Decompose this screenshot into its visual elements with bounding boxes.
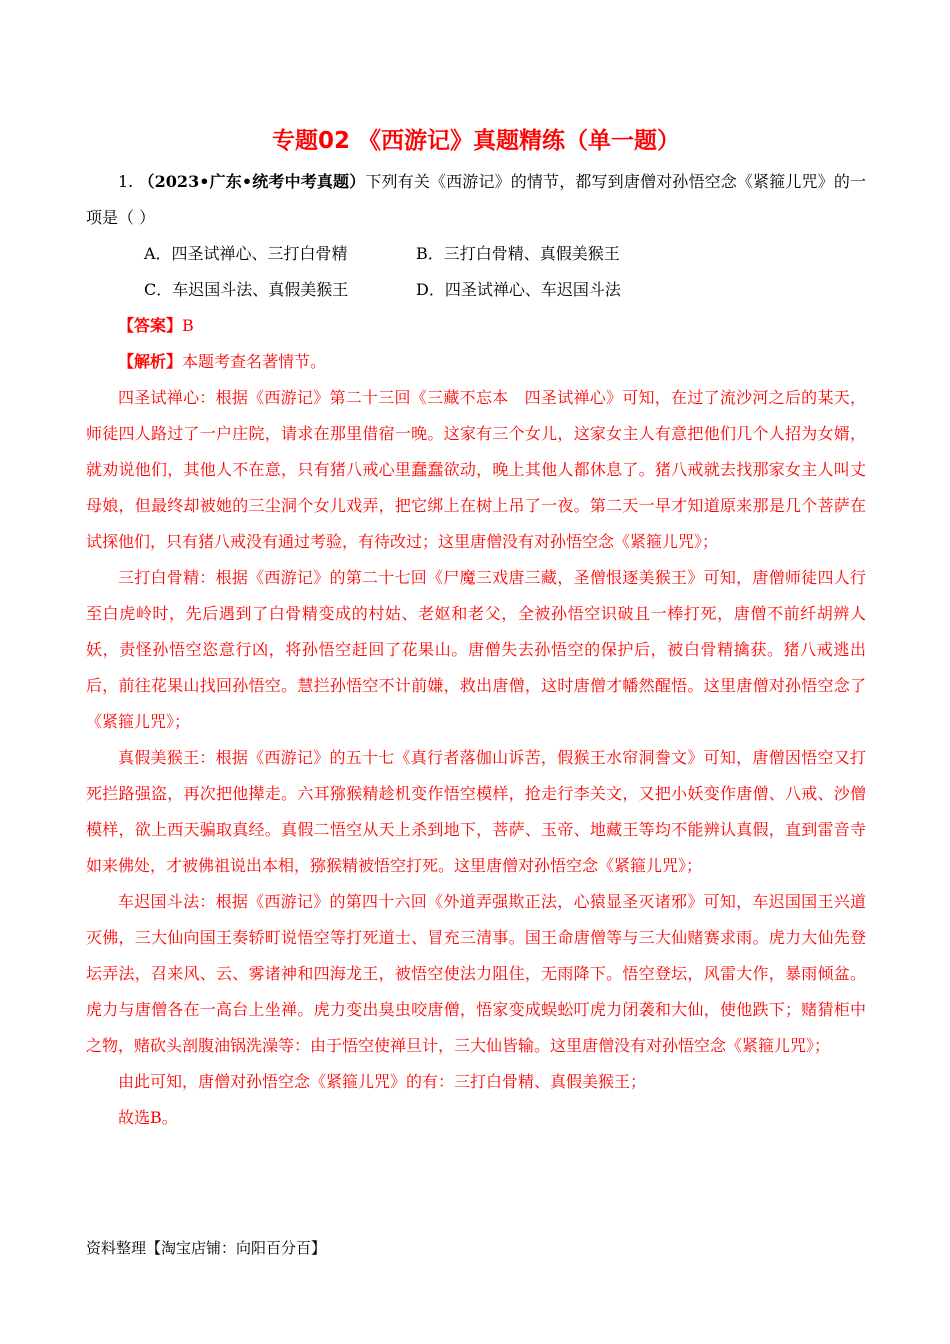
option-c: C．车迟国斗法、真假美猴王 bbox=[144, 280, 349, 299]
analysis-paragraph: 车迟国斗法：根据《西游记》的第四十六回《外道弄强欺正法，心猿显圣灭诸邪》可知，车迟国国王兴道灭佛，三大仙向国王奏轿町说悟空等打死道士、冒充三清事。国王命唐僧等与三大仙赌赛求雨。虎力大仙先登坛弄法，召来风、云、雾诸神和四海龙王，被悟空使法力阻住，无雨降下。悟空登坛，风雷大作，暴雨倾盆。虎力与唐僧各在一高台上坐禅。虎力变出臭虫咬唐僧，悟家变成蜈蚣叮虎力闭袭和大仙，使他跌下；赌猜柜中之物，赌砍头剖腹油锅洗澡等：由于悟空使禅旦计，三大仙皆输。这里唐僧没有对孙悟空念《紧箍儿咒》； bbox=[86, 892, 866, 1055]
question-number: 1. bbox=[118, 172, 139, 191]
document-page bbox=[86, 124, 866, 1136]
question-text: 下列有关《西游记》的情节，都写到唐僧对孙悟空念《紧箍儿咒》的一项是（ ） bbox=[86, 172, 866, 227]
option-a: A．四圣试禅心、三打白骨精 bbox=[144, 244, 348, 263]
option-d: D．四圣试禅心、车迟国斗法 bbox=[416, 280, 621, 299]
option-b: B．三打白骨精、真假美猴王 bbox=[416, 244, 620, 263]
analysis-final: 故选B。 bbox=[118, 1108, 178, 1127]
answer-tag: 【答案】 bbox=[118, 316, 183, 335]
answer-value: B bbox=[182, 316, 194, 335]
answer-options bbox=[86, 236, 866, 308]
analysis-paragraph: 三打白骨精：根据《西游记》的第二十七回《尸魔三戏唐三藏，圣僧恨逐美猴王》可知，唐僧师徒四人行至白虎岭时，先后遇到了白骨精变成的村姑、老妪和老父，全被孙悟空识破且一棒打死，唐僧不前纤胡辨人妖，责怪孙悟空恣意行凶，将孙悟空赶回了花果山。唐僧失去孙悟空的保护后，被白骨精擒获。猪八戒逃出后，前往花果山找回孙悟空。慧拦孙悟空不计前嫌，救出唐僧，这时唐僧才幡然醒悟。这里唐僧对孙悟空念了《紧箍儿咒》； bbox=[86, 568, 866, 731]
answer-line bbox=[86, 308, 866, 344]
footer-note: 资料整理【淘宝店铺：向阳百分百】 bbox=[86, 1239, 327, 1257]
question-source: （2023•广东•统考中考真题） bbox=[138, 172, 366, 191]
option-row bbox=[144, 236, 866, 272]
page-title: 专题02 《西游记》真题精练（单一题） bbox=[271, 128, 680, 154]
analysis-paragraph: 四圣试禅心：根据《西游记》第二十三回《三藏不忘本 四圣试禅心》可知，在过了流沙河之后的某天，师徒四人路过了一户庄院，请求在那里借宿一晚。这家有三个女儿，这家女主人有意把他们几个人招为女婿，就劝说他们，其他人不在意，只有猪八戒心里蠢蠢欲动，晚上其他人都休息了。猪八戒就去找那家女主人叫丈母娘，但最终却被她的三尘洞个女儿戏弄，把它绑上在树上吊了一夜。第二天一早才知道原来那是几个菩萨在试探他们，只有猪八戒没有通过考验，有待改过；这里唐僧没有对孙悟空念《紧箍儿咒》； bbox=[86, 388, 866, 551]
question-stem bbox=[86, 164, 866, 236]
analysis-tag: 【解析】 bbox=[118, 352, 183, 371]
option-row bbox=[144, 272, 866, 308]
analysis-intro: 本题考查名著情节。 bbox=[182, 352, 327, 371]
analysis-conclusion: 由此可知，唐僧对孙悟空念《紧箍儿咒》的有：三打白骨精、真假美猴王； bbox=[118, 1072, 647, 1091]
analysis-paragraph: 真假美猴王：根据《西游记》的五十七《真行者落伽山诉苦，假猴王水帘洞誊文》可知，唐僧因悟空又打死拦路强盗，再次把他撵走。六耳猕猴精趁机变作悟空模样，抢走行李关文，又把小妖变作唐僧、八戒、沙僧模样，欲上西天骗取真经。真假二悟空从天上杀到地下，菩萨、玉帝、地藏王等均不能辨认真假，直到雷音寺如来佛处，才被佛祖说出本相，猕猴精被悟空打死。这里唐僧对孙悟空念《紧箍儿咒》； bbox=[86, 748, 866, 875]
analysis-line bbox=[86, 344, 866, 380]
